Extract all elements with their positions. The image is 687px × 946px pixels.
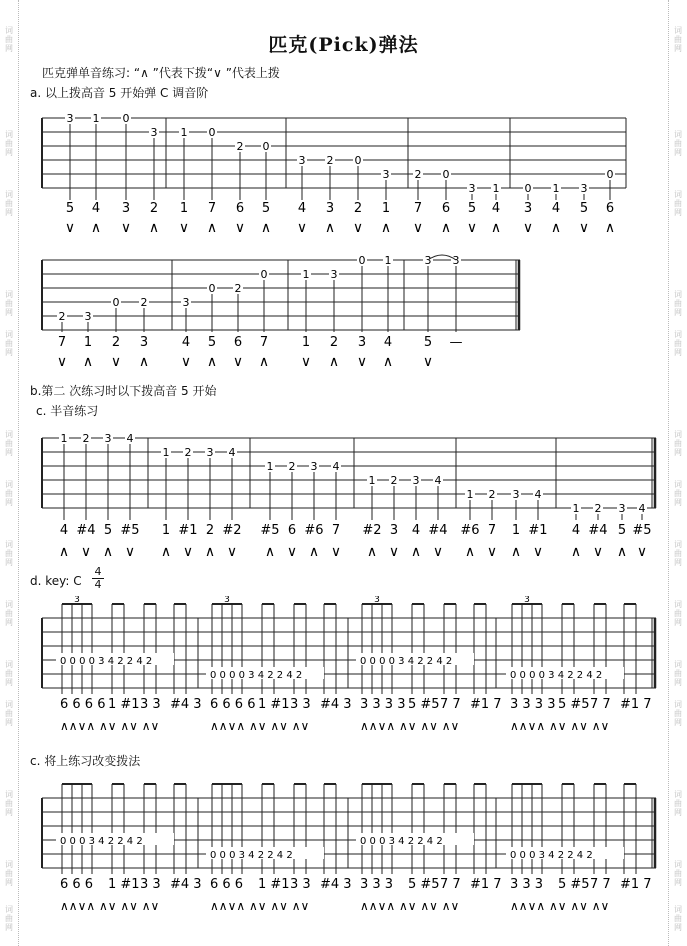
fret-number: 3 [150,126,158,139]
fret-number: 1 [384,254,392,267]
jianpu-note: 3 [523,201,533,216]
jianpu-group: 6 6 6 [210,877,244,892]
pick-direction-mark: ∨ [56,354,68,370]
pick-direction-mark: ∧ [138,354,150,370]
jianpu-note: 5 [261,201,271,216]
staff-a2 [36,252,536,382]
jianpu-note: 5 [207,335,217,350]
pick-direction-mark: ∨ [64,220,76,236]
pick-pattern: ∧∧∨∧ ∧∨ ∧∨ ∧∨ [360,899,460,913]
fret-number: 3 [330,268,338,281]
fret-number: 1 [180,126,188,139]
pick-direction-mark: ∨ [532,544,544,560]
watermark-text: 词 曲 网 [5,430,13,457]
watermark-text: 词 曲 网 [674,480,682,507]
jianpu-group: 5 #5 [558,877,590,892]
pick-direction-mark: ∨ [232,354,244,370]
jianpu-group: 7 7 [590,877,611,892]
watermark-text: 词 曲 网 [5,130,13,157]
pick-direction-mark: ∨ [300,354,312,370]
pick-direction-mark: ∧ [204,544,216,560]
watermark-text: 词 曲 网 [5,190,13,217]
fret-number: 3 [424,254,432,267]
pick-direction-mark: ∨ [466,220,478,236]
jianpu-note: 3 [389,523,399,538]
fret-number: 0 [122,112,130,125]
watermark-text: 词 曲 网 [674,290,682,317]
pick-direction-mark: ∧ [160,544,172,560]
pick-direction-mark: ∨ [296,220,308,236]
pick-direction-mark: ∧ [490,220,502,236]
pick-direction-mark: ∨ [388,544,400,560]
fret-row: 0 0 0 3 4 2 2 4 2 [60,836,143,847]
jianpu-note: 1 [301,335,311,350]
fret-number: 3 [468,182,476,195]
fret-number: 3 [310,460,318,473]
triplet-mark: 3 [224,596,230,605]
fret-number: 4 [534,488,542,501]
pick-direction-mark: ∨ [120,220,132,236]
jianpu-note: 4 [571,523,581,538]
pick-direction-mark: ∨ [522,220,534,236]
jianpu-group: #1 7 [620,697,652,712]
intro-text: 匹克弹单音练习: “∧ ”代表下拨“∨ ”代表上拨 [42,66,280,80]
pick-direction-mark: ∨ [182,544,194,560]
fret-number: 2 [288,460,296,473]
fret-number: 3 [66,112,74,125]
fret-number: 2 [326,154,334,167]
jianpu-note: 6 [441,201,451,216]
fret-number: 0 [442,168,450,181]
jianpu-group: 6 6 6 [60,877,94,892]
jianpu-note: 7 [487,523,497,538]
jianpu-note: 1 [83,335,93,350]
jianpu-note: 2 [329,335,339,350]
fret-number: 3 [618,502,626,515]
jianpu-note: #5 [120,523,140,538]
fret-number: 2 [58,310,66,323]
fret-number: 2 [488,488,496,501]
jianpu-note: 4 [59,523,69,538]
jianpu-note: 4 [181,335,191,350]
jianpu-group: #1 7 [470,877,502,892]
watermark-text: 词 曲 网 [674,540,682,567]
jianpu-group: 5 #5 [408,697,440,712]
pick-direction-mark: ∧ [102,544,114,560]
jianpu-note: 3 [325,201,335,216]
fret-number: 0 [606,168,614,181]
fret-row: 0 0 0 0 3 4 2 2 4 2 [360,656,453,667]
jianpu-note: #2 [222,523,242,538]
section-c-label: c. 半音练习 [36,404,99,418]
section-a-label: a. 以上拨高音 5 开始弹 C 调音阶 [30,86,209,100]
fret-number: 2 [140,296,148,309]
watermark-text: 词 曲 网 [674,130,682,157]
jianpu-note: #2 [362,523,382,538]
fret-number: 1 [302,268,310,281]
watermark-text: 词 曲 网 [674,600,682,627]
pick-direction-mark: ∧ [366,544,378,560]
fret-number: 1 [572,502,580,515]
jianpu-note: 1 [381,201,391,216]
jianpu-note: 4 [491,201,501,216]
fret-number: 4 [638,502,646,515]
pick-direction-mark: ∧ [258,354,270,370]
jianpu-group: 1 #1 [108,697,140,712]
pick-pattern: ∧∧∨∧ ∧∨ ∧∨ ∧∨ [210,899,310,913]
jianpu-note: 6 [233,335,243,350]
jianpu-note: #1 [178,523,198,538]
pick-direction-mark: ∧ [550,220,562,236]
fret-row: 0 0 0 3 4 2 2 4 2 [510,850,593,861]
fret-number: 1 [266,460,274,473]
jianpu-group: 1 #1 [258,877,290,892]
watermark-text: 词 曲 网 [5,790,13,817]
pick-direction-mark: ∧ [58,544,70,560]
fret-row: 0 0 0 3 4 2 2 4 2 [360,836,443,847]
staff-c [36,428,660,564]
jianpu-note: #6 [304,523,324,538]
jianpu-note: 5 [103,523,113,538]
pick-direction-mark: ∨ [636,544,648,560]
jianpu-group: 5 #5 [558,697,590,712]
watermark-text: 词 曲 网 [5,700,13,727]
jianpu-note: 7 [259,335,269,350]
pick-direction-mark: ∧ [90,220,102,236]
jianpu-note: — [449,335,463,350]
pick-direction-mark: ∨ [592,544,604,560]
watermark-text: 词 曲 网 [5,330,13,357]
fret-number: 0 [524,182,532,195]
section-e-label: c. 将上练习改变拨法 [30,754,141,768]
jianpu-note: 1 [511,523,521,538]
watermark-text: 词 曲 网 [674,700,682,727]
jianpu-note: #4 [76,523,96,538]
staff-a1 [36,104,628,244]
watermark-text: 词 曲 网 [674,330,682,357]
pick-direction-mark: ∨ [578,220,590,236]
pick-direction-mark: ∨ [286,544,298,560]
pick-direction-mark: ∨ [422,354,434,370]
jianpu-group: #4 3 [170,877,202,892]
pick-direction-mark: ∨ [234,220,246,236]
pick-pattern: ∧∧∨∧ ∧∨ ∧∨ ∧∨ [210,719,310,733]
pick-direction-mark: ∨ [412,220,424,236]
watermark-text: 词 曲 网 [5,290,13,317]
jianpu-note: 7 [413,201,423,216]
triplet-mark: 3 [374,596,380,605]
jianpu-group: #1 7 [620,877,652,892]
jianpu-group: 7 7 [590,697,611,712]
pick-pattern: ∧∧∨∧ ∧∨ ∧∨ ∧∨ [510,899,610,913]
jianpu-note: 6 [235,201,245,216]
fret-number: 0 [262,140,270,153]
staff-d [36,596,660,746]
fret-number: 1 [60,432,68,445]
jianpu-group: 3 3 3 3 [510,697,556,712]
watermark-text: 词 曲 网 [674,790,682,817]
fret-number: 3 [298,154,306,167]
pick-direction-mark: ∧ [206,354,218,370]
jianpu-group: 6 6 6 6 [210,697,256,712]
watermark-text: 词 曲 网 [674,660,682,687]
jianpu-group: 1 #1 [258,697,290,712]
fret-number: 3 [206,446,214,459]
jianpu-note: #1 [528,523,548,538]
jianpu-group: 1 #1 [108,877,140,892]
fret-number: 1 [492,182,500,195]
jianpu-note: 4 [383,335,393,350]
pick-direction-mark: ∧ [464,544,476,560]
jianpu-note: 3 [357,335,367,350]
pick-direction-mark: ∨ [486,544,498,560]
fret-number: 0 [260,268,268,281]
staff-e [36,776,660,926]
jianpu-note: #6 [460,523,480,538]
fret-number: 0 [358,254,366,267]
fret-number: 2 [594,502,602,515]
jianpu-note: #4 [428,523,448,538]
jianpu-group: 3 3 [290,877,311,892]
watermark-text: 词 曲 网 [674,430,682,457]
jianpu-group: 5 #5 [408,877,440,892]
jianpu-note: 3 [139,335,149,350]
watermark-text: 词 曲 网 [5,905,13,932]
jianpu-note: 5 [617,523,627,538]
pick-pattern: ∧∧∨∧ ∧∨ ∧∨ ∧∨ [510,719,610,733]
jianpu-group: #4 3 [320,877,352,892]
fret-number: 1 [162,446,170,459]
jianpu-note: #5 [260,523,280,538]
fret-number: 4 [228,446,236,459]
jianpu-note: 6 [605,201,615,216]
jianpu-group: 7 7 [440,697,461,712]
watermark-text: 词 曲 网 [5,26,13,53]
triplet-mark: 3 [524,596,530,605]
pick-direction-mark: ∧ [380,220,392,236]
jianpu-note: 2 [149,201,159,216]
time-signature-top: 4 [94,565,102,578]
section-b-label: b.第二 次练习时以下拨高音 5 开始 [30,384,217,398]
jianpu-group: 6 6 6 6 [60,697,106,712]
jianpu-group: #4 3 [320,697,352,712]
jianpu-note: 7 [57,335,67,350]
pick-direction-mark: ∨ [80,544,92,560]
pick-direction-mark: ∧ [570,544,582,560]
fret-number: 0 [112,296,120,309]
watermark-text: 词 曲 网 [674,190,682,217]
fret-number: 2 [184,446,192,459]
jianpu-note: 4 [91,201,101,216]
pick-direction-mark: ∨ [110,354,122,370]
pick-direction-mark: ∨ [226,544,238,560]
pick-pattern: ∧∧∨∧ ∧∨ ∧∨ ∧∨ [60,899,160,913]
jianpu-note: 2 [205,523,215,538]
pick-direction-mark: ∧ [206,220,218,236]
pick-direction-mark: ∧ [604,220,616,236]
jianpu-note: 2 [353,201,363,216]
fret-number: 1 [368,474,376,487]
fret-row: 0 0 0 3 4 2 2 4 2 [210,850,293,861]
fret-number: 2 [390,474,398,487]
jianpu-note: #5 [632,523,652,538]
watermark-text: 词 曲 网 [5,600,13,627]
pick-direction-mark: ∧ [328,354,340,370]
pick-direction-mark: ∨ [124,544,136,560]
fret-row: 0 0 0 0 3 4 2 2 4 2 [210,670,303,681]
fret-number: 1 [552,182,560,195]
jianpu-note: #4 [588,523,608,538]
fret-number: 2 [414,168,422,181]
fret-number: 0 [208,126,216,139]
jianpu-note: 7 [331,523,341,538]
jianpu-note: 4 [411,523,421,538]
jianpu-note: 5 [579,201,589,216]
watermark-text: 词 曲 网 [5,860,13,887]
jianpu-group: 7 7 [440,877,461,892]
pick-pattern: ∧∧∨∧ ∧∨ ∧∨ ∧∨ [60,719,160,733]
jianpu-group: #4 3 [170,697,202,712]
watermark-text: 词 曲 网 [674,860,682,887]
fret-number: 1 [92,112,100,125]
pick-direction-mark: ∨ [352,220,364,236]
fret-number: 0 [354,154,362,167]
jianpu-note: 7 [207,201,217,216]
fret-number: 0 [208,282,216,295]
pick-direction-mark: ∧ [510,544,522,560]
pick-direction-mark: ∨ [330,544,342,560]
fret-number: 3 [104,432,112,445]
fret-number: 4 [434,474,442,487]
watermark-text: 词 曲 网 [5,540,13,567]
pick-direction-mark: ∨ [180,354,192,370]
pick-direction-mark: ∧ [382,354,394,370]
fret-row: 0 0 0 0 3 4 2 2 4 2 [60,656,153,667]
pick-direction-mark: ∧ [440,220,452,236]
jianpu-note: 2 [111,335,121,350]
time-signature [92,566,104,591]
fret-number: 3 [452,254,460,267]
section-d-label: d. key: C [30,574,82,588]
jianpu-note: 1 [179,201,189,216]
fret-number: 4 [332,460,340,473]
pick-direction-mark: ∧ [410,544,422,560]
jianpu-note: 6 [287,523,297,538]
fret-row: 0 0 0 0 3 4 2 2 4 2 [510,670,603,681]
time-signature-bottom: 4 [94,578,102,591]
fret-number: 3 [182,296,190,309]
pick-direction-mark: ∧ [616,544,628,560]
jianpu-group: 3 3 3 [360,877,394,892]
jianpu-group: 3 3 [140,697,161,712]
fret-number: 1 [466,488,474,501]
pick-direction-mark: ∨ [356,354,368,370]
fret-number: 4 [126,432,134,445]
jianpu-note: 3 [121,201,131,216]
watermark-text: 词 曲 网 [674,26,682,53]
pick-pattern: ∧∧∨∧ ∧∨ ∧∨ ∧∨ [360,719,460,733]
watermark-text: 词 曲 网 [5,660,13,687]
pick-direction-mark: ∧ [148,220,160,236]
fret-number: 3 [382,168,390,181]
pick-direction-mark: ∧ [324,220,336,236]
pick-direction-mark: ∨ [178,220,190,236]
watermark-text: 词 曲 网 [674,905,682,932]
fret-number: 3 [512,488,520,501]
fret-number: 2 [82,432,90,445]
pick-direction-mark: ∧ [264,544,276,560]
jianpu-note: 4 [297,201,307,216]
pick-direction-mark: ∨ [432,544,444,560]
jianpu-group: 3 3 3 [510,877,544,892]
pick-direction-mark: ∧ [82,354,94,370]
jianpu-note: 1 [161,523,171,538]
jianpu-group: #1 7 [470,697,502,712]
page-title: 匹克(Pick)弹法 [268,34,419,56]
jianpu-group: 3 3 [140,877,161,892]
fret-number: 2 [236,140,244,153]
fret-number: 3 [84,310,92,323]
fret-number: 3 [412,474,420,487]
fret-number: 3 [580,182,588,195]
jianpu-note: 4 [551,201,561,216]
watermark-text: 词 曲 网 [5,480,13,507]
pick-direction-mark: ∧ [260,220,272,236]
jianpu-group: 3 3 [290,697,311,712]
jianpu-note: 5 [65,201,75,216]
jianpu-note: 5 [423,335,433,350]
jianpu-group: 3 3 3 3 [360,697,406,712]
pick-direction-mark: ∧ [308,544,320,560]
triplet-mark: 3 [74,596,80,605]
jianpu-note: 5 [467,201,477,216]
fret-number: 2 [234,282,242,295]
